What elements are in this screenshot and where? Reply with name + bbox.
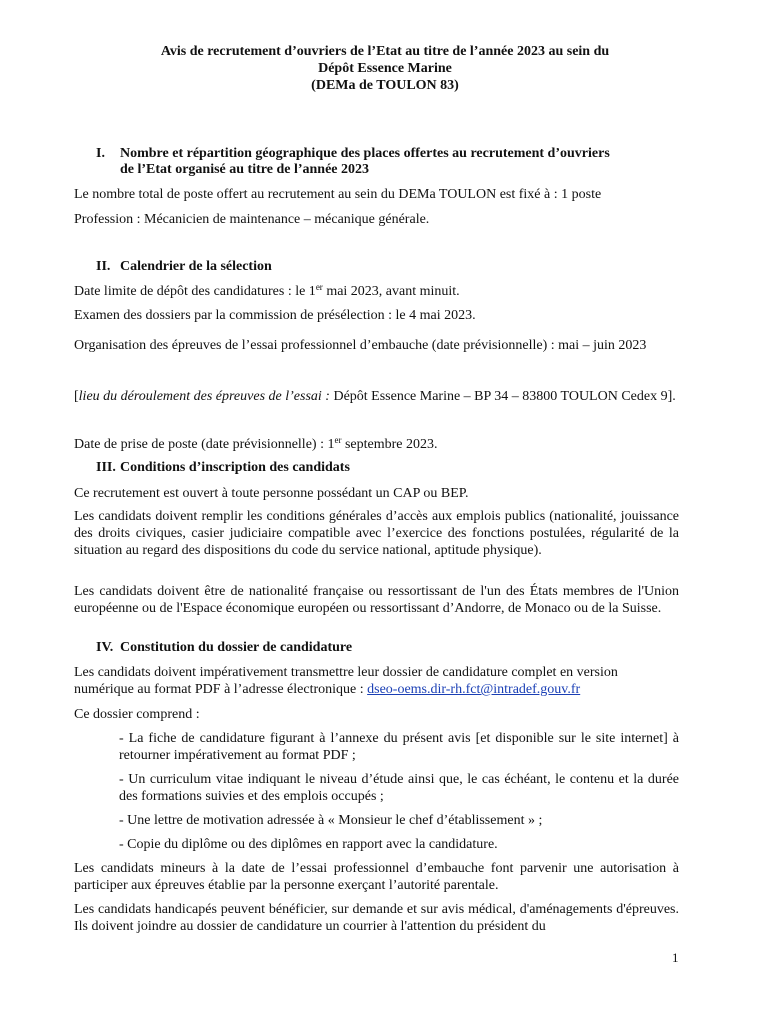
section-3-heading-text: Conditions d’inscription des candidats bbox=[120, 460, 350, 475]
section-1-paragraph-1: Le nombre total de poste offert au recrutement au sein du DEMa TOULON est fixé à : 1 poste bbox=[74, 187, 602, 202]
section-1-number: I. bbox=[96, 146, 105, 161]
section-3-paragraph-3: Les candidats doivent être de nationalité française ou ressortissant de l'un des États membres de l'Union européenne ou de l'Espace économique européen ou ressortissant d’Andorre, de Monaco ou de la Suisse. bbox=[74, 584, 679, 616]
section-1-heading-line-1: Nombre et répartition géographique des places offertes au recrutement d’ouvriers bbox=[120, 146, 610, 161]
email-link[interactable]: dseo-oems.dir-rh.fct@intradef.gouv.fr bbox=[367, 682, 581, 697]
section-2-paragraph-1 bbox=[74, 283, 679, 300]
deadline-superscript: er bbox=[315, 282, 323, 292]
location-address: Dépôt Essence Marine – BP 34 – 83800 TOULON Cedex 9]. bbox=[329, 389, 676, 404]
title-line-3: (DEMa de TOULON 83) bbox=[311, 78, 459, 93]
start-date-superscript: er bbox=[334, 435, 342, 445]
list-item: - La fiche de candidature figurant à l’annexe du présent avis [et disponible sur le site internet] à retourner impérativement au format PDF ; bbox=[119, 731, 679, 763]
list-item: - Une lettre de motivation adressée à « Monsieur le chef d’établissement » ; bbox=[119, 813, 543, 828]
section-3-heading bbox=[96, 460, 350, 476]
section-2-heading-text: Calendrier de la sélection bbox=[120, 259, 272, 274]
section-4-number: IV. bbox=[96, 640, 114, 655]
section-4-paragraph-4: Les candidats handicapés peuvent bénéficier, sur demande et sur avis médical, d'aménagements d'épreuves. Ils doivent joindre au dossier de candidature un courrier à l'attention du président du bbox=[74, 902, 679, 934]
section-4-paragraph-2: Ce dossier comprend : bbox=[74, 707, 200, 722]
section-2-paragraph-5 bbox=[74, 436, 679, 453]
section-4-paragraph-3: Les candidats mineurs à la date de l’essai professionnel d’embauche font parvenir une autorisation à participer aux épreuves établie par la personne exerçant l’autorité parentale. bbox=[74, 861, 679, 893]
start-date-text-end: septembre 2023. bbox=[341, 437, 438, 452]
section-3-number: III. bbox=[96, 460, 116, 475]
section-2-number: II. bbox=[96, 259, 111, 274]
page-number: 1 bbox=[672, 950, 679, 965]
section-1-heading bbox=[96, 146, 686, 162]
section-1-paragraph-2: Profession : Mécanicien de maintenance – mécanique générale. bbox=[74, 212, 430, 227]
section-4-heading-text: Constitution du dossier de candidature bbox=[120, 640, 353, 655]
deadline-text: Date limite de dépôt des candidatures : le 1 bbox=[74, 284, 316, 299]
title-line-1: Avis de recrutement d’ouvriers de l’Etat au titre de l’année 2023 au sein du bbox=[160, 44, 610, 59]
section-2-paragraph-3: Organisation des épreuves de l’essai professionnel d’embauche (date prévisionnelle) : mai – juin 2023 bbox=[74, 338, 647, 353]
start-date-text: Date de prise de poste (date prévisionnelle) : 1 bbox=[74, 437, 335, 452]
title-line-2: Dépôt Essence Marine bbox=[318, 61, 452, 76]
section-4-heading bbox=[96, 640, 352, 656]
list-item: - Copie du diplôme ou des diplômes en rapport avec la candidature. bbox=[119, 837, 498, 852]
section-3-paragraph-2: Les candidats doivent remplir les conditions générales d’accès aux emplois publics (nationalité, jouissance des droits civiques, casier judiciaire compatible avec l’exercice des fonctions postulées, régularité de la situation au regard des dispositions du code du service national, aptitude physique). bbox=[74, 509, 679, 558]
section-2-paragraph-4 bbox=[74, 388, 679, 405]
location-label: lieu du déroulement des épreuves de l’essai : bbox=[78, 389, 330, 404]
section-4-paragraph-1 bbox=[74, 664, 679, 698]
section-2-heading bbox=[96, 259, 272, 275]
section-1-heading-line-2: de l’Etat organisé au titre de l’année 2023 bbox=[120, 162, 369, 177]
section-3-paragraph-1: Ce recrutement est ouvert à toute personne possédant un CAP ou BEP. bbox=[74, 486, 469, 501]
bracket-open: [ bbox=[74, 389, 79, 404]
deadline-text-end: mai 2023, avant minuit. bbox=[322, 284, 460, 299]
section-2-paragraph-2: Examen des dossiers par la commission de présélection : le 4 mai 2023. bbox=[74, 308, 476, 323]
submission-text: Les candidats doivent impérativement transmettre leur dossier de candidature complet en version numérique au format PDF à l’adresse électronique : bbox=[74, 665, 618, 697]
list-item: - Un curriculum vitae indiquant le niveau d’étude ainsi que, le cas échéant, le contenu et la durée des formations suivies et des emplois occupés ; bbox=[119, 772, 679, 804]
